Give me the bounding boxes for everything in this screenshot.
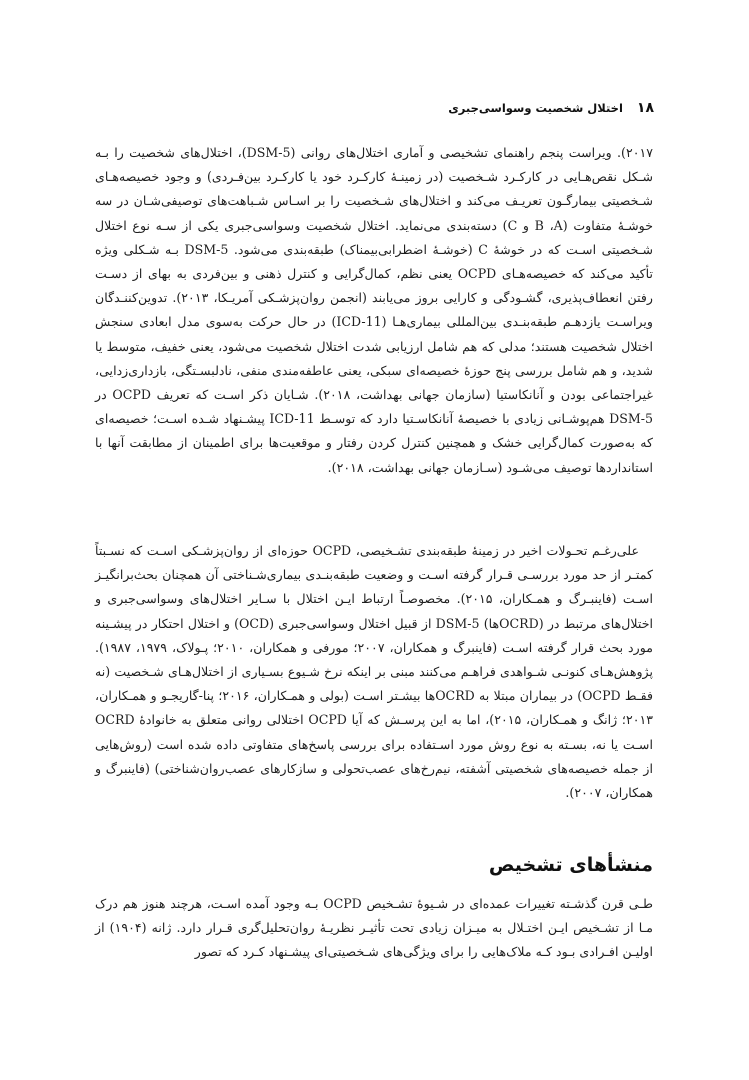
- body-paragraph-2: [95, 539, 653, 805]
- paragraph-text: ۲۰۱۷). ویراست پنجم راهنمای تشخیصی و آماری اختلال‌های روانی (DSM-5)، اختلال‌های شخصیت را بـه شـکل نقص‌هـایی در کارکـرد شـخصیت (در زمینـهٔ کارکـرد خود یا کارکـرد بین‌فـردی) و وجود خصیصه‌هـای شـخصیتی بیمارگـون تعریـف می‌کند و اختلال‌های شـخصیت را بر اسـاس شـباهت‌های توصیفی‌شـان در سه خوشـهٔ متفاوت (B ،A و C) دسته‌بندی می‌نماید. اختلال شخصیت وسواسی‌جبری یکی از سـه نوع اختلال شـخصیتی اسـت که در خوشهٔ C (خوشـهٔ اضطرابی‌بیمناک) طبقه‌بندی می‌شود. DSM-5 بـه شـکلی ویژه تأکید می‌کند که خصیصه‌هـای OCPD یعنی نظم، کمال‌گرایی و کنترل ذهنی و بین‌فردی به بهای از دسـت رفتن انعطاف‌پذیری، گشـودگی و کارایی بروز می‌یابند (انجمن روان‌پزشـکی آمریـکا، ۲۰۱۳). تدوین‌کننـدگان ویراسـت یازدهـم طبقه‌بنـدی بین‌المللی بیماری‌هـا (ICD-11) در حال حرکت به‌سوی مدل ابعادی سنجش اختلال شخصیت هستند؛ مدلی که هم شامل ارزیابی شدت اختلال شخصیت می‌شود، یعنی خفیف، متوسط یا شدید، و هم شامل بررسی پنج حوزهٔ خصیصه‌ای سبکی، یعنی عاطفه‌مندی منفی، نادلبسـتگی، بازداری‌زدایی، غیراجتماعی بودن و آنانکاستیا (سازمان جهانی بهداشت، ۲۰۱۸). شـایان ذکر اسـت که تعریف OCPD در DSM-5 هم‌پوشـانی زیادی با خصیصهٔ آنانکاسـتیا دارد که توسـط ICD-11 پیشـنهاد شـده اسـت؛ خصیصه‌ای که به‌صورت کمال‌گرایی خشک و همچنین کنترل کردن رفتار و موقعیت‌ها برای اطمینان از مطابقت آنها با استانداردها توصیف می‌شـود (سـازمان جهانی بهداشت، ۲۰۱۸).: [95, 145, 654, 475]
- body-paragraph-1: [95, 141, 653, 480]
- section-heading: منشأهای تشخیص: [488, 854, 653, 876]
- body-paragraph-3: [95, 892, 653, 965]
- running-title: اختلال شخصیت وسواسی‌جبری: [448, 101, 623, 115]
- paragraph-text: علی‌رغـم تحـولات اخیر در زمینهٔ طبقه‌بندی تشـخیصی، OCPD حوزه‌ای از روان‌پزشـکی اسـت که نسـبتاً کمتـر از حد مورد بررسـی قـرار گرفته اسـت و وضعیت طبقه‌بنـدی بیماری‌شـناختی آن همچنان بحث‌برانگیـز اسـت (فاینبـرگ و همـکاران، ۲۰۱۵). مخصوصـاً ارتباط ایـن اختلال با سـایر اختلال‌های وسواسی‌جبری و اختلال‌های مرتبط در (OCRDها) DSM-5 از قبیل اختلال وسواسی‌جبری (OCD) و اختلال احتکار در پیشـینه مورد بحث قرار گرفته اسـت (فاینبرگ و همکاران، ۲۰۰۷؛ مورفی و همکاران، ۲۰۱۰؛ پـولاک، ۱۹۷۹، ۱۹۸۷). پژوهش‌هـای کنونـی شـواهدی فراهـم می‌کنند مبنی بر اینکه نرخ شـیوع بسـیاری از اختلال‌هـای شـخصیت (نه فقـط OCPD) در بیماران مبتلا به OCRDها بیشـتر اسـت (بولی و همـکاران، ۲۰۱۶؛ پنا-گاریجـو و همـکاران، ۲۰۱۳؛ ژانگ و همـکاران، ۲۰۱۵)، اما به این پرسـش که آیا OCPD اختلالی روانی متعلق به خانوادهٔ OCRD اسـت یا نه، بسـته به نوع روش مورد اسـتفاده برای بررسی پاسخ‌های متفاوتی داده شده است (روش‌هایی از جمله خصیصه‌های شخصیتی آشفته، نیم‌رخ‌های عصب‌تحولی و سازکارهای عصب‌روان‌شناختی) (فاینبرگ و همکاران، ۲۰۰۷).: [95, 543, 653, 801]
- paragraph-text: طـی قرن گذشـته تغییرات عمده‌ای در شـیوهٔ تشـخیص OCPD بـه وجود آمده اسـت، هرچند هنوز هم درک مـا از تشـخیص ایـن اختـلال به میـزان زیادی تحت تأثیـر نظریـهٔ روان‌تحلیل‌گری قـرار دارد. ژانه (۱۹۰۴) از اولیـن افـرادی بـود کـه ملاک‌هایی را برای ویژگی‌های شـخصیتی‌ای پیشـنهاد کـرد که تصور: [95, 896, 653, 960]
- running-header: [95, 96, 654, 120]
- page-number: ۱۸: [636, 100, 654, 116]
